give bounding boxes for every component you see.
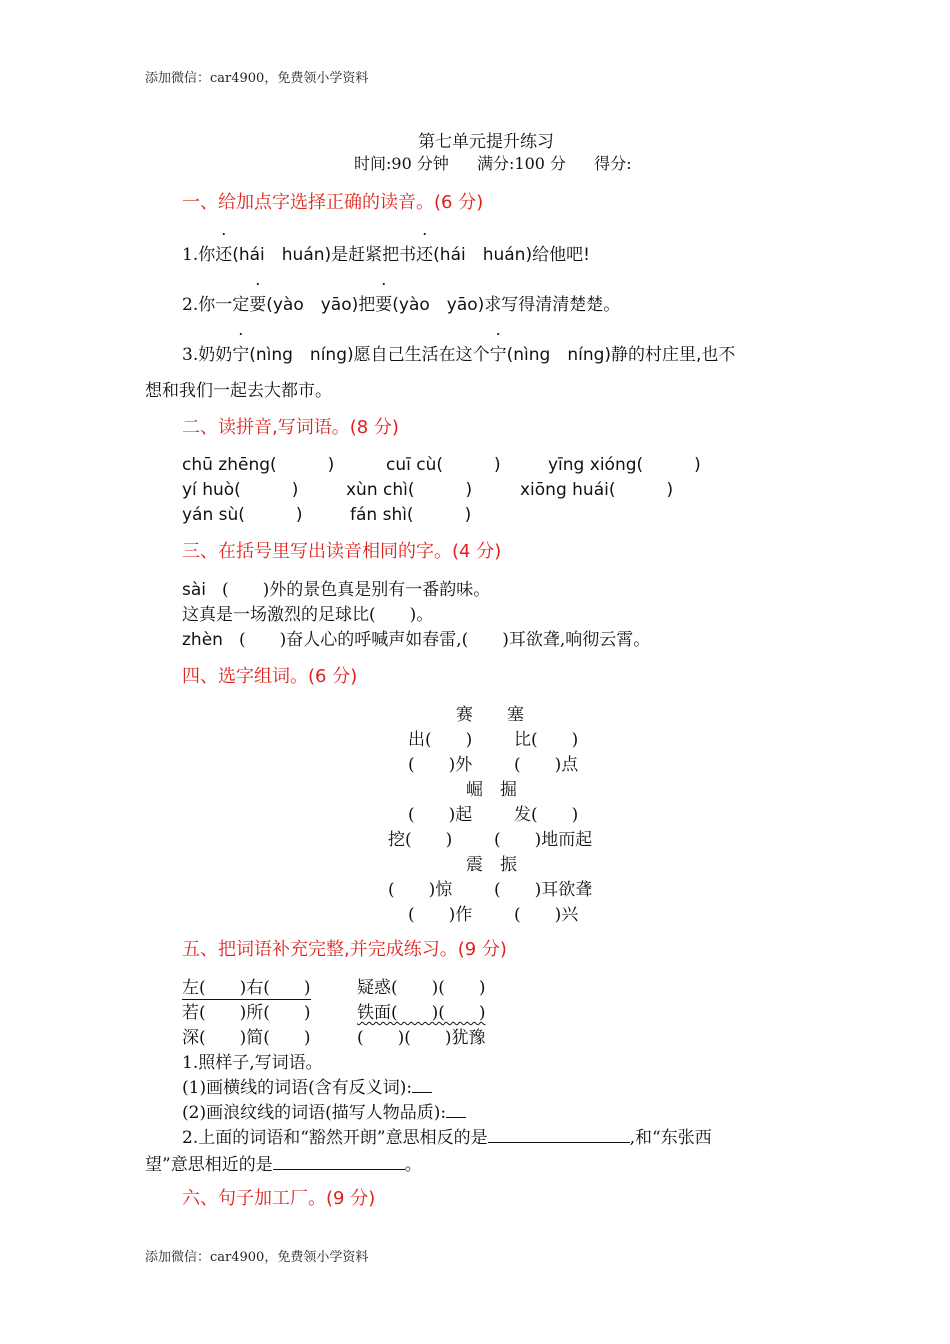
pinyin-item: xiōng huái( ) <box>520 480 674 500</box>
idiom-underlined: 左( )右( ) <box>182 978 311 998</box>
question-1-2: 2.你一定要(yào yāo)把要(yào yāo)求写得清清楚楚。 <box>182 290 620 315</box>
pinyin-item: yí huò( ) <box>182 480 299 500</box>
idiom-blank: ( )( )犹豫 <box>357 1028 486 1048</box>
word-blank: ( )惊 <box>388 880 453 900</box>
dotted-char: 要 <box>249 295 267 315</box>
char-pair-1: 赛 塞 <box>456 705 524 725</box>
exam-meta <box>354 151 632 174</box>
dotted-char: 还 <box>416 245 434 265</box>
dotted-char: 还 <box>215 245 233 265</box>
pinyin-item: yán sù( ) <box>182 505 303 525</box>
section-2-heading: 二、读拼音,写词语。(8 分) <box>182 417 399 438</box>
pinyin-item: fán shì( ) <box>350 505 472 525</box>
pinyin-item: chū zhēng( ) <box>182 455 335 475</box>
answer-blank <box>446 1101 466 1118</box>
word-blank: 比( ) <box>514 730 579 750</box>
section-3-heading: 三、在括号里写出读音相同的字。(4 分) <box>182 541 502 562</box>
question-5-1: 1.照样子,写词语。 <box>182 1053 323 1073</box>
idiom-blank: 疑惑( )( ) <box>357 978 486 998</box>
pinyin-item: cuī cù( ) <box>386 455 501 475</box>
char-pair-2: 崛 掘 <box>466 780 517 800</box>
idiom-blank: 深( )简( ) <box>182 1028 311 1048</box>
word-blank: 出( ) <box>408 730 473 750</box>
word-blank: 挖( ) <box>388 830 453 850</box>
pinyin-item: xùn chì( ) <box>346 480 473 500</box>
section-6-heading: 六、句子加工厂。(9 分) <box>182 1188 376 1209</box>
time-limit: 时间:90 分钟 <box>354 154 449 173</box>
dotted-char: 宁 <box>489 345 507 365</box>
question-5-2: 2.上面的词语和“豁然开朗”意思相反的是 ,和“东张西 <box>182 1128 712 1148</box>
question-1-1: 1.你还(hái huán)是赶紧把书还(hái huán)给他吧! <box>182 240 590 265</box>
word-blank: ( )外 <box>408 755 473 775</box>
section-1-heading: 一、给加点字选择正确的读音。(6 分) <box>182 192 484 213</box>
word-blank: ( )起 <box>408 805 473 825</box>
pinyin-prompt: sài <box>182 580 206 600</box>
homophone-line-2: 这真是一场激烈的足球比( )。 <box>182 605 434 625</box>
word-blank: ( )作 <box>408 905 473 925</box>
word-blank: ( )点 <box>514 755 579 775</box>
question-5-2-continued: 望”意思相近的是 。 <box>145 1155 422 1175</box>
dotted-char: 宁 <box>232 345 250 365</box>
question-5-1b: (2)画浪纹线的词语(描写人物品质): <box>182 1098 466 1123</box>
homophone-line-3: zhèn ( )奋人心的呼喊声如春雷,( )耳欲聋,响彻云霄。 <box>182 630 651 650</box>
answer-blank <box>412 1076 432 1093</box>
page-title: 第七单元提升练习 <box>418 132 554 152</box>
word-blank: 发( ) <box>514 805 579 825</box>
score-label: 得分: <box>594 154 632 173</box>
char-pair-3: 震 振 <box>466 855 517 875</box>
word-blank: ( )兴 <box>514 905 579 925</box>
question-1-3-continued: 想和我们一起去大都市。 <box>145 381 332 401</box>
section-5-heading: 五、把词语补充完整,并完成练习。(9 分) <box>182 939 507 960</box>
word-blank: ( )地而起 <box>494 830 593 850</box>
idiom-wavy: 铁面( )( ) <box>357 1003 486 1023</box>
pinyin-item: yīng xióng( ) <box>548 455 701 475</box>
idiom-blank: 若( )所( ) <box>182 1003 311 1023</box>
pinyin-prompt: zhèn <box>182 630 223 650</box>
page-footer-note: 添加微信：car4900，免费领小学资料 <box>145 1250 369 1265</box>
answer-blank <box>488 1126 630 1143</box>
page-header-note: 添加微信：car4900，免费领小学资料 <box>145 71 369 86</box>
homophone-line-1: sài ( )外的景色真是别有一番韵味。 <box>182 580 491 600</box>
word-blank: ( )耳欲聋 <box>494 880 593 900</box>
answer-blank <box>273 1153 405 1170</box>
full-score: 满分:100 分 <box>477 154 567 173</box>
question-5-1a: (1)画横线的词语(含有反义词): <box>182 1073 432 1098</box>
section-4-heading: 四、选字组词。(6 分) <box>182 666 358 687</box>
question-1-3: 3.奶奶宁(nìng níng)愿自己生活在这个宁(nìng níng)静的村庄里,也不 <box>182 340 735 365</box>
dotted-char: 要 <box>375 295 393 315</box>
